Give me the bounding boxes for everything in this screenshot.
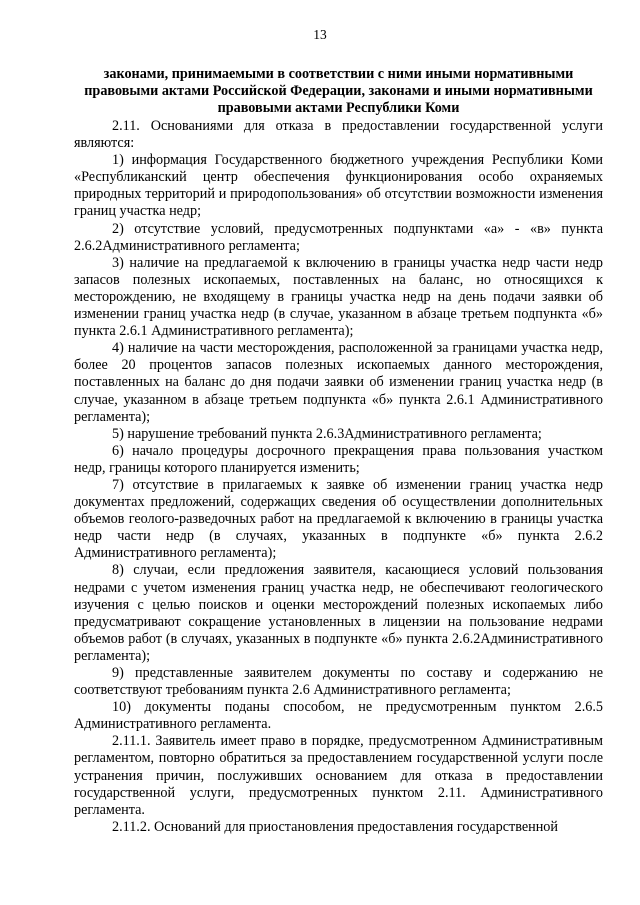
paragraph-item-8: 8) случаи, если предложения заявителя, касающиеся условий пользования недрами с учетом изменения границ участка недр, не обеспечивают геологического изучения с целью поисков и оценки месторождений полезных ископаемых либо предусматривают сокращение установленных в лицензии на пользование недрами объемов работ (в случаях, указанных в подпункте «б» пункта 2.6.2Административного регламента); (74, 562, 603, 664)
paragraph-2-11-2: 2.11.2. Оснований для приостановления предоставления государственной (112, 818, 558, 835)
paragraph-2-11-1: 2.11.1. Заявитель имеет право в порядке, предусмотренном Административным регламентом, повторно обратиться за предоставлением государственной услуги после устранения причин, послуживших основанием для отказа в предоставлении государственной услуги, предусмотренных пунктом 2.11. Административного регламента. (74, 733, 603, 818)
paragraph-item-1: 1) информация Государственного бюджетного учреждения Республики Коми «Республиканский центр обеспечения функционирования особо охраняемых природных территорий и природопользования» об отсутствии возможности изменения границ участка недр; (74, 152, 603, 220)
page-number: 13 (313, 27, 327, 42)
paragraph-item-5: 5) нарушение требований пункта 2.6.3Административного регламента; (112, 425, 542, 442)
paragraph-item-3: 3) наличие на предлагаемой к включению в границы участка недр части недр запасов полезных ископаемых, поставленных на баланс, но относящихся к месторождению, не входящему в границы участка недр на день подачи заявки об изменении границ участка недр (в случае, указанном в абзаце третьем подпункта «б» пункта 2.6.1 Административного регламента); (74, 254, 603, 340)
paragraph-item-10: 10) документы поданы способом, не предусмотренным пунктом 2.6.5 Административного регламента. (74, 699, 603, 733)
paragraph-item-6: 6) начало процедуры досрочного прекращения права пользования участком недр, границы которого планируется изменить; (74, 442, 603, 476)
paragraph-item-7: 7) отсутствие в прилагаемых к заявке об изменении границ участка недр документах предложений, содержащих сведения об осуществлении дополнительных объемов геолого-разведочных работ на предлагаемой к включению в границы участка недр части недр (в случаях, указанных в подпункте «б» пункта 2.6.2 Административного регламента); (74, 476, 603, 562)
section-heading: законами, принимаемыми в соответствии с ними иными нормативными правовыми актами Российской Федерации, законами и иными нормативными правовыми актами Республики Коми (84, 66, 593, 117)
paragraph-2-11: 2.11. Основаниями для отказа в предоставлении государственной услуги являются: (74, 118, 603, 152)
document-body (74, 118, 603, 836)
paragraph-item-2: 2) отсутствие условий, предусмотренных подпунктами «а» - «в» пункта 2.6.2Административного регламента; (74, 220, 603, 254)
paragraph-item-9: 9) представленные заявителем документы по составу и содержанию не соответствуют требованиям пункта 2.6 Административного регламента; (74, 665, 603, 699)
paragraph-item-4: 4) наличие на части месторождения, расположенной за границами участка недр, более 20 процентов запасов полезных ископаемых данного месторождения, поставленных на баланс до дня подачи заявки об изменении границ участка недр (в случае, указанном в абзаце третьем подпункта «б» пункта 2.6.1 Административного регламента); (74, 340, 603, 425)
